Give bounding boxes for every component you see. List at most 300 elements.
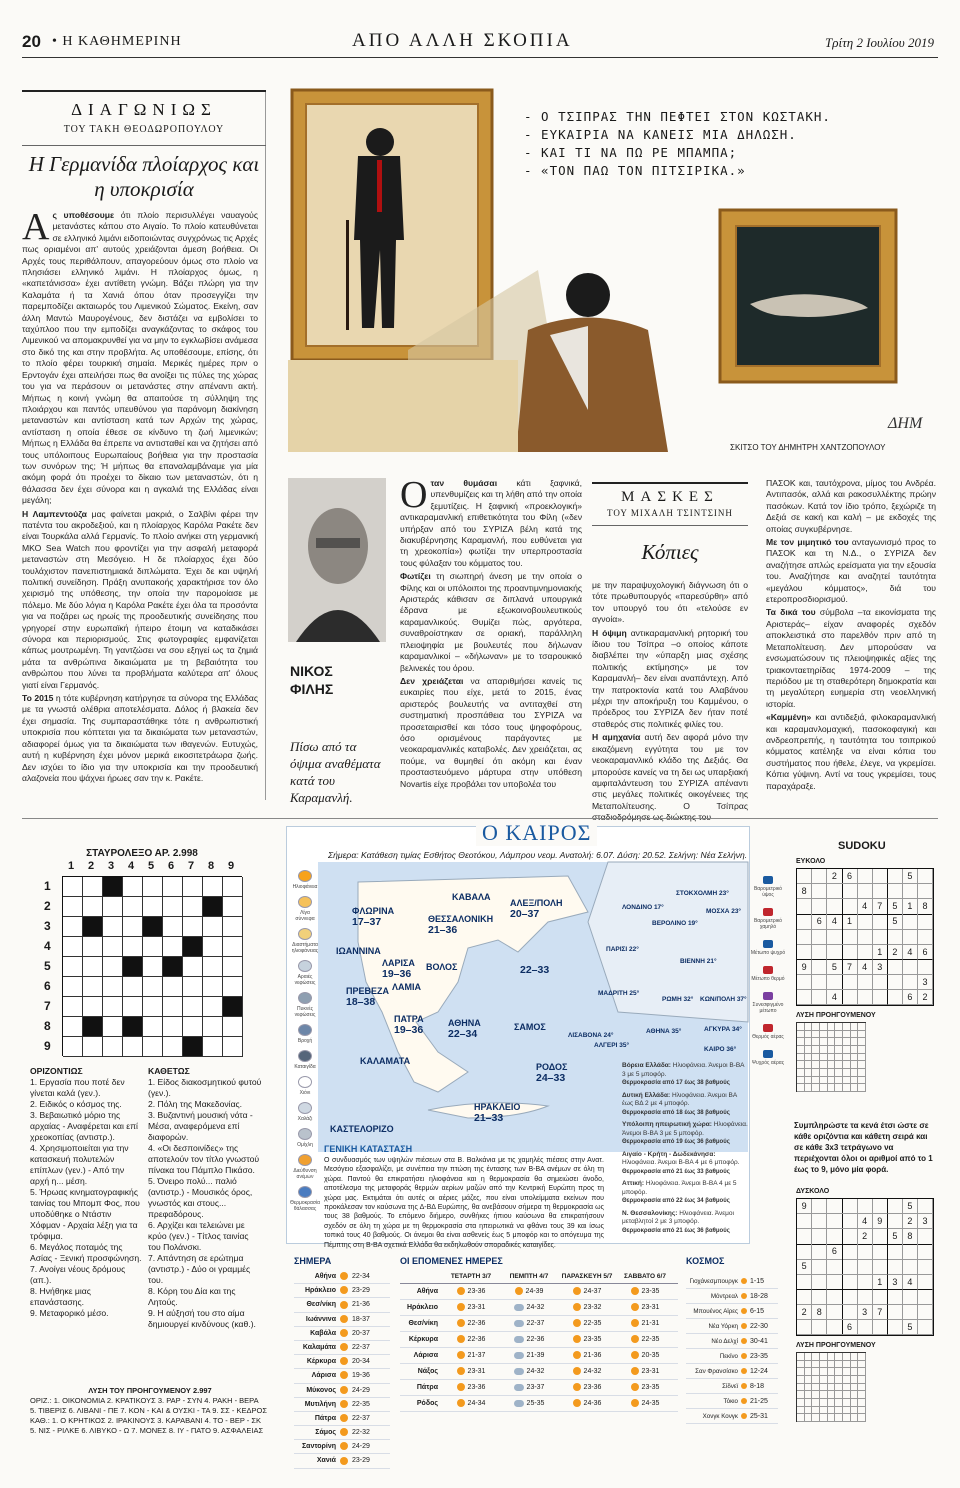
sudoku-empty-cell[interactable]: [827, 1214, 842, 1229]
temperature: 23-31: [641, 1368, 660, 1376]
sudoku-empty-cell[interactable]: [812, 1244, 827, 1259]
sudoku-empty-cell[interactable]: [888, 869, 903, 884]
sun-icon: [340, 1301, 348, 1309]
sudoku-empty-cell[interactable]: [827, 899, 842, 914]
pressure-symbol-icon: [763, 940, 773, 948]
sudoku-empty-cell[interactable]: [797, 899, 812, 914]
crossword-cell[interactable]: [203, 957, 223, 977]
crossword-cell[interactable]: [183, 997, 203, 1017]
sudoku-empty-cell[interactable]: [888, 1214, 903, 1229]
sudoku-empty-cell[interactable]: [842, 899, 857, 914]
sudoku-empty-cell[interactable]: [812, 1290, 827, 1305]
sudoku-empty-cell[interactable]: [797, 869, 812, 884]
crossword-cell[interactable]: [143, 997, 163, 1017]
column-number: 6: [168, 860, 175, 872]
city-name: Λάρισα: [413, 1352, 438, 1360]
region-text: Ηλιοφάνεια. Άνεμοι μεταβλητοί 2 με 3 μποφόρ.: [622, 1209, 734, 1225]
sudoku-empty-cell[interactable]: [812, 960, 827, 975]
world-row: [686, 1334, 778, 1349]
region-text: Ηλιοφάνεια. Άνεμοι Β-ΒΑ 4 με 6 μποφόρ.: [622, 1159, 740, 1166]
solution-cell: [851, 1407, 859, 1415]
pressure-symbol-icon: [763, 876, 773, 884]
sudoku-empty-cell[interactable]: [857, 1275, 872, 1290]
sun-icon: [340, 1428, 348, 1436]
sudoku-empty-cell[interactable]: [888, 1199, 903, 1214]
temperature: 23-31: [467, 1304, 486, 1312]
crossword-cell[interactable]: [183, 897, 203, 917]
sudoku-empty-cell[interactable]: [918, 960, 933, 975]
sudoku-empty-cell[interactable]: [873, 1320, 888, 1335]
crossword-cell[interactable]: [223, 977, 243, 997]
sudoku-empty-cell[interactable]: [873, 1244, 888, 1259]
sudoku-empty-cell[interactable]: [842, 945, 857, 960]
crossword-cell[interactable]: [183, 957, 203, 977]
temperature: 23-36: [467, 1384, 486, 1392]
sun-icon: [340, 1457, 348, 1465]
sudoku-empty-cell[interactable]: [903, 960, 918, 975]
sudoku-empty-cell[interactable]: [918, 1305, 933, 1320]
forecast-cell: [500, 1284, 558, 1300]
sun-icon: [741, 1338, 747, 1344]
crossword-cell[interactable]: [83, 937, 103, 957]
crossword-cell[interactable]: [63, 917, 83, 937]
cartoon-dialogue: [524, 108, 924, 180]
solution-cell: [843, 1361, 851, 1369]
crossword-cell[interactable]: [103, 977, 123, 997]
sudoku-empty-cell[interactable]: [797, 1244, 812, 1259]
crossword-cell[interactable]: [163, 917, 183, 937]
sudoku-empty-cell[interactable]: [812, 884, 827, 899]
crossword-cell[interactable]: [103, 937, 123, 957]
sudoku-empty-cell[interactable]: [842, 1244, 857, 1259]
pressure-symbol-icon: [763, 1050, 773, 1058]
sudoku-empty-cell[interactable]: [903, 1259, 918, 1274]
solution-cell: [858, 1353, 866, 1361]
sudoku-empty-cell[interactable]: [827, 884, 842, 899]
crossword-cell[interactable]: [203, 937, 223, 957]
crossword-cell[interactable]: [163, 877, 183, 897]
crossword-cell[interactable]: [223, 917, 243, 937]
sudoku-empty-cell[interactable]: [797, 1275, 812, 1290]
sudoku-hard-grid[interactable]: [796, 1198, 934, 1336]
solution-cell: [797, 1384, 805, 1392]
crossword-cell[interactable]: [63, 897, 83, 917]
city-name: ΑΘΗΝΑ: [448, 1018, 481, 1028]
sudoku-empty-cell[interactable]: [812, 1214, 827, 1229]
crossword-cell[interactable]: [83, 1037, 103, 1057]
solution-cell: [835, 1399, 843, 1407]
crossword-cell[interactable]: [123, 977, 143, 997]
sun-icon: [573, 1335, 581, 1343]
crossword-cell[interactable]: [103, 917, 123, 937]
sudoku-empty-cell[interactable]: [842, 884, 857, 899]
black-square: [143, 917, 163, 937]
legend-label: Καταιγίδα: [294, 1064, 316, 1070]
crossword-cell[interactable]: [83, 957, 103, 977]
black-square: [123, 957, 143, 977]
sudoku-empty-cell[interactable]: [857, 975, 872, 990]
city-name: ΘΕΣΣΑΛΟΝΙΚΗ: [428, 914, 494, 924]
forecast-cell: [442, 1396, 500, 1412]
sudoku-empty-cell[interactable]: [812, 1199, 827, 1214]
lead-in: Φωτίζει: [400, 571, 431, 582]
sudoku-empty-cell[interactable]: [857, 990, 872, 1005]
legend-item: [290, 896, 320, 922]
sudoku-empty-cell[interactable]: [903, 1290, 918, 1305]
sudoku-empty-cell[interactable]: [873, 884, 888, 899]
europe-city-temp: ΜΟΣΧΑ 23°: [706, 908, 742, 915]
sudoku-empty-cell[interactable]: [888, 990, 903, 1005]
temperature: 21-36: [352, 1301, 370, 1309]
sudoku-empty-cell[interactable]: [797, 1229, 812, 1244]
sudoku-empty-cell[interactable]: [827, 975, 842, 990]
crossword-cell[interactable]: [123, 937, 143, 957]
forecast-cell: [558, 1316, 616, 1332]
sudoku-empty-cell[interactable]: [888, 960, 903, 975]
sudoku-empty-cell[interactable]: [797, 1214, 812, 1229]
crossword-cell[interactable]: [123, 1037, 143, 1057]
sudoku-empty-cell[interactable]: [918, 1275, 933, 1290]
sudoku-empty-cell[interactable]: [873, 975, 888, 990]
sudoku-empty-cell[interactable]: [918, 869, 933, 884]
temperature: 24-32: [526, 1304, 545, 1312]
crossword-cell[interactable]: [83, 997, 103, 1017]
sudoku-empty-cell[interactable]: [918, 1229, 933, 1244]
sudoku-empty-cell[interactable]: [888, 1320, 903, 1335]
solution-cell: [805, 1353, 813, 1361]
crossword-grid[interactable]: [62, 876, 242, 1056]
sudoku-empty-cell[interactable]: [797, 990, 812, 1005]
sudoku-empty-cell[interactable]: [842, 1199, 857, 1214]
crossword-cell[interactable]: [103, 897, 123, 917]
sudoku-empty-cell[interactable]: [888, 1259, 903, 1274]
sudoku-empty-cell[interactable]: [888, 975, 903, 990]
crossword-cell[interactable]: [103, 997, 123, 1017]
clue-item: 8. Κόρη του Δία και της Λητούς.: [148, 1286, 236, 1307]
sudoku-empty-cell[interactable]: [888, 929, 903, 944]
crossword-cell[interactable]: [163, 977, 183, 997]
row-number: 4: [44, 939, 51, 953]
solution-cell: [820, 1046, 828, 1054]
crossword-cell[interactable]: [163, 1037, 183, 1057]
solution-cell: [828, 1038, 836, 1046]
sudoku-empty-cell[interactable]: [797, 1320, 812, 1335]
solution-cell: [858, 1361, 866, 1369]
sudoku-empty-cell[interactable]: [797, 914, 812, 929]
crossword-cell[interactable]: [183, 1017, 203, 1037]
forecast-cell: [616, 1284, 674, 1300]
crossword-cell[interactable]: [143, 937, 163, 957]
sudoku-empty-cell[interactable]: [873, 1290, 888, 1305]
sudoku-empty-cell[interactable]: [812, 945, 827, 960]
solution-cell: [858, 1368, 866, 1376]
sudoku-given: 5: [903, 1320, 918, 1335]
lead-in: Το 2015: [22, 693, 54, 704]
sudoku-empty-cell[interactable]: [873, 1199, 888, 1214]
world-table: [686, 1274, 778, 1424]
sudoku-empty-cell[interactable]: [812, 929, 827, 944]
sudoku-empty-cell[interactable]: [918, 914, 933, 929]
crossword-cell[interactable]: [203, 1017, 223, 1037]
city-label: [514, 1022, 546, 1032]
sun-icon: [573, 1383, 581, 1391]
sudoku-empty-cell[interactable]: [842, 1214, 857, 1229]
sudoku-empty-cell[interactable]: [873, 1229, 888, 1244]
sudoku-empty-cell[interactable]: [873, 990, 888, 1005]
sudoku-empty-cell[interactable]: [827, 1229, 842, 1244]
world-row: [686, 1409, 778, 1424]
crossword-cell[interactable]: [63, 937, 83, 957]
europe-city-temp: ΚΩΝ/ΠΟΛΗ 37°: [700, 996, 747, 1003]
crossword-cell[interactable]: [143, 897, 163, 917]
sudoku-empty-cell[interactable]: [857, 869, 872, 884]
sudoku-empty-cell[interactable]: [797, 945, 812, 960]
sudoku-empty-cell[interactable]: [842, 1275, 857, 1290]
sudoku-empty-cell[interactable]: [827, 1275, 842, 1290]
crossword-cell[interactable]: [203, 977, 223, 997]
solution-cell: [858, 1384, 866, 1392]
sudoku-empty-cell[interactable]: [827, 1290, 842, 1305]
crossword-cell[interactable]: [123, 897, 143, 917]
sudoku-empty-cell[interactable]: [827, 945, 842, 960]
lead-in: Η αμηχανία: [592, 732, 641, 743]
sun-icon: [340, 1272, 348, 1280]
clue-item: 2. Πόλη της Μακεδονίας.: [148, 1099, 243, 1109]
city-name: Μυτιλήνη: [304, 1400, 336, 1408]
city-temperature: 24–33: [536, 1072, 566, 1084]
forecast-cell: [500, 1332, 558, 1348]
temperature: 24-29: [352, 1386, 370, 1394]
crossword-cell[interactable]: [123, 997, 143, 1017]
crossword-cell[interactable]: [63, 1017, 83, 1037]
sudoku-empty-cell[interactable]: [873, 869, 888, 884]
crossword-cell[interactable]: [63, 1037, 83, 1057]
sudoku-empty-cell[interactable]: [888, 884, 903, 899]
sudoku-empty-cell[interactable]: [827, 929, 842, 944]
clue-item: 5. Όνειρο πολύ... παλιό (αντιστρ.) - Μουσικός όρος, γνωστός και στους... πρεφαδόρους.: [148, 1176, 253, 1219]
region-name: Δυτική Ελλάδα:: [622, 1091, 672, 1099]
sudoku-empty-cell[interactable]: [918, 884, 933, 899]
solution-cell: [835, 1391, 843, 1399]
sudoku-empty-cell[interactable]: [888, 1244, 903, 1259]
sudoku-empty-cell[interactable]: [857, 1199, 872, 1214]
city-name: ΠΑΤΡΑ: [394, 1014, 424, 1024]
column-number: 2: [88, 860, 95, 872]
sudoku-empty-cell[interactable]: [827, 1259, 842, 1274]
sudoku-given: 2: [888, 945, 903, 960]
sudoku-empty-cell[interactable]: [857, 1320, 872, 1335]
sudoku-empty-cell[interactable]: [888, 1305, 903, 1320]
city-name: Νέα Υόρκη: [708, 1323, 738, 1330]
sudoku-empty-cell[interactable]: [918, 1244, 933, 1259]
sudoku-empty-cell[interactable]: [903, 884, 918, 899]
sudoku-empty-cell[interactable]: [857, 884, 872, 899]
solution-cell: [797, 1061, 805, 1069]
crossword-cell[interactable]: [143, 877, 163, 897]
sun-icon: [340, 1386, 348, 1394]
sudoku-empty-cell[interactable]: [812, 869, 827, 884]
solution-cell: [820, 1031, 828, 1039]
sudoku-empty-cell[interactable]: [842, 1259, 857, 1274]
sudoku-empty-cell[interactable]: [812, 990, 827, 1005]
sudoku-empty-cell[interactable]: [812, 1275, 827, 1290]
today-row: [294, 1454, 390, 1468]
crossword-cell[interactable]: [223, 1037, 243, 1057]
sudoku-empty-cell[interactable]: [857, 1244, 872, 1259]
sudoku-empty-cell[interactable]: [918, 1199, 933, 1214]
sudoku-empty-cell[interactable]: [842, 1229, 857, 1244]
crossword-cell[interactable]: [223, 937, 243, 957]
sudoku-empty-cell[interactable]: [857, 945, 872, 960]
sun-icon: [340, 1357, 348, 1365]
sudoku-empty-cell[interactable]: [857, 914, 872, 929]
sudoku-empty-cell[interactable]: [842, 1290, 857, 1305]
sudoku-empty-cell[interactable]: [842, 990, 857, 1005]
crossword-cell[interactable]: [63, 877, 83, 897]
city-label: [392, 982, 421, 992]
clue-item: 9. Η αύξησή του στο αίμα δημιουργεί κινδύνους (καθ.).: [148, 1308, 256, 1329]
sudoku-empty-cell[interactable]: [827, 1305, 842, 1320]
pressure-symbol-icon: [763, 1024, 773, 1032]
crossword-cell[interactable]: [83, 977, 103, 997]
crossword-cell[interactable]: [163, 1017, 183, 1037]
solution-line: ΟΡΙΖ.: 1. ΟΙΚΟΝΟΜΙΑ 2. ΚΡΑΤΙΚΟΥΣ 3. ΡΑΡ - ΣΥΝ 4. ΡΑΚΗ - ΒΕΡΑ: [30, 1396, 259, 1405]
crossword-title: ΣΤΑΥΡΟΛΕΞΟ ΑΡ. 2.998: [86, 848, 198, 859]
αραιές-νεφώσεις-icon: [298, 960, 312, 972]
sudoku-empty-cell[interactable]: [812, 975, 827, 990]
crossword-cell[interactable]: [203, 997, 223, 1017]
crossword-cell[interactable]: [103, 957, 123, 977]
city-temperature: 19–36: [394, 1024, 424, 1036]
crossword-cell[interactable]: [143, 1037, 163, 1057]
crossword-cell[interactable]: [63, 997, 83, 1017]
crossword-cell[interactable]: [163, 897, 183, 917]
crossword-cell[interactable]: [203, 1037, 223, 1057]
sudoku-empty-cell[interactable]: [918, 1320, 933, 1335]
sudoku-empty-cell[interactable]: [903, 1305, 918, 1320]
article-headline: Κόπιες: [641, 540, 699, 564]
crossword-cell[interactable]: [143, 977, 163, 997]
temperature: 1-15: [750, 1278, 765, 1285]
today-row: [294, 1298, 390, 1312]
crossword-cell[interactable]: [83, 897, 103, 917]
row-number: 5: [44, 959, 51, 973]
solution-cell: [797, 1368, 805, 1376]
crossword-cell[interactable]: [203, 877, 223, 897]
solution-cell: [812, 1077, 820, 1085]
solution-cell: [820, 1084, 828, 1092]
crossword-cell[interactable]: [143, 957, 163, 977]
crossword-cell[interactable]: [143, 1017, 163, 1037]
sudoku-empty-cell[interactable]: [797, 975, 812, 990]
crossword-cell[interactable]: [123, 877, 143, 897]
sudoku-given: 3: [918, 1214, 933, 1229]
legend-label: Θερμός αέρας: [752, 1034, 784, 1040]
crossword-cell[interactable]: [163, 937, 183, 957]
crossword-cell[interactable]: [63, 957, 83, 977]
sudoku-empty-cell[interactable]: [903, 914, 918, 929]
sudoku-empty-cell[interactable]: [857, 1259, 872, 1274]
city-name: Σίδνεϊ: [722, 1383, 738, 1390]
sudoku-empty-cell[interactable]: [797, 929, 812, 944]
sudoku-empty-cell[interactable]: [873, 929, 888, 944]
today-row: [294, 1284, 390, 1298]
sudoku-empty-cell[interactable]: [873, 1259, 888, 1274]
solution-line: 5. ΝΙΣ - ΡΙΛΚΕ 6. ΛΙΒΥΚΟ - Ω 7. ΜΟΝΕΣ 8. ΙΥ - ΠΑΤΟ 9. ΑΣΦΑΛΕΙΑΣ: [30, 1426, 264, 1435]
sudoku-empty-cell[interactable]: [857, 1290, 872, 1305]
crossword-cell[interactable]: [203, 917, 223, 937]
crossword-cell[interactable]: [223, 1017, 243, 1037]
sudoku-empty-cell[interactable]: [918, 929, 933, 944]
solution-cell: [835, 1054, 843, 1062]
crossword-cell[interactable]: [183, 877, 203, 897]
city-label: [360, 1056, 410, 1066]
crossword-cell[interactable]: [83, 877, 103, 897]
sudoku-empty-cell[interactable]: [918, 1259, 933, 1274]
temperature: 21-25: [750, 1398, 768, 1405]
sudoku-empty-cell[interactable]: [812, 1259, 827, 1274]
sudoku-empty-cell[interactable]: [903, 1244, 918, 1259]
crossword-cell[interactable]: [163, 997, 183, 1017]
solution-cell: [835, 1353, 843, 1361]
crossword-cell[interactable]: [103, 1037, 123, 1057]
crossword-cell[interactable]: [183, 977, 203, 997]
sudoku-empty-cell[interactable]: [842, 975, 857, 990]
sudoku-empty-cell[interactable]: [812, 899, 827, 914]
sun-icon: [741, 1413, 747, 1419]
sudoku-empty-cell[interactable]: [812, 1229, 827, 1244]
city-label: [510, 898, 563, 920]
legend-label: Βροχή: [297, 1038, 313, 1044]
crossword-cell[interactable]: [223, 877, 243, 897]
sudoku-easy-grid[interactable]: [796, 868, 934, 1006]
next-days-row: [400, 1300, 678, 1316]
next-days-header: [400, 1270, 678, 1284]
clue-item: 1. Εργασία που ποτέ δεν γίνεται καλά (γεν.).: [30, 1077, 125, 1098]
sudoku-empty-cell[interactable]: [797, 1290, 812, 1305]
legend-item: [290, 992, 320, 1018]
sudoku-empty-cell[interactable]: [918, 1290, 933, 1305]
crossword-cell[interactable]: [123, 917, 143, 937]
city-name: Ρόδος: [416, 1400, 438, 1408]
sudoku-empty-cell[interactable]: [842, 929, 857, 944]
sudoku-empty-cell[interactable]: [812, 1320, 827, 1335]
crossword-cell[interactable]: [103, 1017, 123, 1037]
sudoku-empty-cell[interactable]: [873, 914, 888, 929]
sudoku-empty-cell[interactable]: [842, 1305, 857, 1320]
city-name: Σάμος: [315, 1429, 336, 1437]
sudoku-empty-cell[interactable]: [857, 929, 872, 944]
solution-cell: [805, 1368, 813, 1376]
next-days-row: [400, 1332, 678, 1348]
temperature: 20-37: [352, 1329, 370, 1337]
sudoku-empty-cell[interactable]: [827, 1199, 842, 1214]
city-name: ΛΑΡΙΣΑ: [382, 958, 415, 968]
forecast-cell: [616, 1364, 674, 1380]
crossword-cell[interactable]: [223, 897, 243, 917]
solution-cell: [835, 1023, 843, 1031]
sudoku-given: 2: [857, 1229, 872, 1244]
sudoku-empty-cell[interactable]: [903, 975, 918, 990]
crossword-cell[interactable]: [223, 957, 243, 977]
solution-cell: [812, 1054, 820, 1062]
subject-name: [290, 662, 333, 698]
sudoku-empty-cell[interactable]: [903, 929, 918, 944]
crossword-cell[interactable]: [183, 917, 203, 937]
sudoku-empty-cell[interactable]: [827, 1320, 842, 1335]
sudoku-empty-cell[interactable]: [888, 1290, 903, 1305]
crossword-cell[interactable]: [63, 977, 83, 997]
